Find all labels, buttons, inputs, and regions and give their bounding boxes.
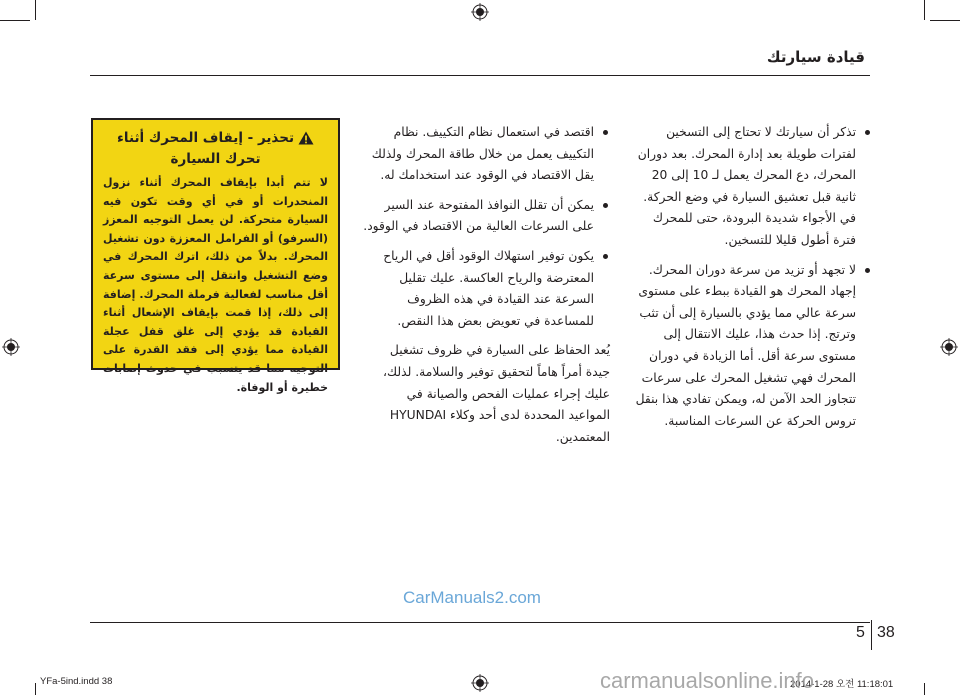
bullet-text: اقتصد في استعمال نظام التكييف. نظام التكييف يعمل من خلال طاقة المحرك ولذلك يقل الاقتصاد في الوقود عند استخدامك له. <box>371 125 594 183</box>
middle-column <box>362 122 610 448</box>
crop-mark-bl-v <box>35 683 36 695</box>
slug-timestamp: 2014-1-28 오전 11:18:01 <box>790 679 894 690</box>
list-item <box>362 122 610 187</box>
warning-body: لا تتم أبدا بإيقاف المحرك أثناء نزول المنحدرات أو في أي وقت تكون فيه السيارة متحركة. لن يعمل التوجيه المعزز (السرفو) أو الفرامل المعززة دون تشغيل المحرك. بدلاً من ذلك، اترك المحرك في وضع التشغيل وانتقل إلى مستوى سرعة أقل مناسب لفعالية فرملة المحرك. إضافة إلى ذلك، إذا قمت بإيقاف الإشعال أثناء القيادة قد يؤدي إلى غلق قفل عجلة القيادة مما يؤدي إلى فقد القدرة على التوجيه مما قد يتسبب في حدوث إصابات خطيرة أو الوفاة. <box>103 176 328 394</box>
list-item <box>362 246 610 332</box>
bullet-icon <box>603 203 608 208</box>
maintenance-paragraph: يُعد الحفاظ على السيارة في ظروف تشغيل جيدة أمراً هاماً لتحقيق توفير والسلامة. لذلك، عليك إجراء عمليات الفحص والصيانة في المواعيد المحددة لدى أحد وكلاء HYUNDAI المعتمدين. <box>383 343 610 444</box>
list-item <box>632 260 872 433</box>
bullet-icon <box>865 130 870 135</box>
bullet-icon <box>603 254 608 259</box>
crop-mark-tl-h <box>0 20 30 21</box>
registration-target-bottom <box>471 674 489 692</box>
crop-mark-tl-v <box>35 0 36 20</box>
right-column <box>632 122 872 440</box>
warning-title-text: تحذير - إيقاف المحرك أثناء <box>116 130 295 146</box>
registration-target-left <box>2 338 20 356</box>
bullet-icon <box>865 268 870 273</box>
section-title: قيادة سيارتك <box>766 48 865 66</box>
header-rule <box>90 75 870 76</box>
warning-triangle-icon <box>298 131 314 145</box>
site-watermark: carmanualsonline.info <box>600 668 815 693</box>
footer-rule <box>90 622 870 623</box>
crop-mark-tr-h <box>930 20 960 21</box>
crop-mark-tr-v <box>924 0 925 20</box>
list-item <box>632 122 872 252</box>
warning-box <box>91 118 340 394</box>
page-number: 38 <box>877 624 895 641</box>
crop-mark-br-v <box>924 683 925 695</box>
registration-target-top <box>471 3 489 21</box>
warning-subtitle: تحرك السيارة <box>170 151 261 167</box>
warning-title <box>103 128 328 149</box>
slug-file: YFa-5ind.indd 38 <box>40 676 113 687</box>
bullet-text: لا تجهد أو تزيد من سرعة دوران المحرك. إجهاد المحرك هو القيادة ببطء على مستوى سرعة عالي مما يؤدي بالسيارة إلى أن تثب وترتج. إذا حدث هذا، عليك الانتقال إلى مستوى سرعة أقل. أما الزيادة في دوران المحرك فهي تشغيل المحرك على سرعات تتجاوز الحد الآمن له، ويمكن تفادي هذا بنقل تروس الحركة عن السرعات المناسبة. <box>635 262 856 428</box>
watermark: CarManuals2.com <box>403 588 541 607</box>
bullet-icon <box>603 130 608 135</box>
list-item <box>362 195 610 238</box>
page-section: 5 <box>856 624 865 641</box>
bullet-text: تذكر أن سيارتك لا تحتاج إلى التسخين لفترات طويلة بعد إدارة المحرك. بعد دوران المحرك، دع المحرك يعمل لـ 10 إلى 20 ثانية قبل تعشيق السيارة في وضع الحركة. في الأجواء شديدة البرودة، حتى للمحرك فترة أطول قليلا للتسخين. <box>637 125 856 247</box>
bullet-text: يكون توفير استهلاك الوقود أقل في الرياح المعترضة والرياح العاكسة. عليك تقليل السرعة عند القيادة في هذه الظروف للمساعدة في تعويض بعض هذا النقص. <box>383 248 594 328</box>
bullet-text: يمكن أن تقلل النوافذ المفتوحة عند السير على السرعات العالية من الاقتصاد في الوقود. <box>363 197 594 234</box>
registration-target-right <box>940 338 958 356</box>
page-separator <box>871 620 872 650</box>
